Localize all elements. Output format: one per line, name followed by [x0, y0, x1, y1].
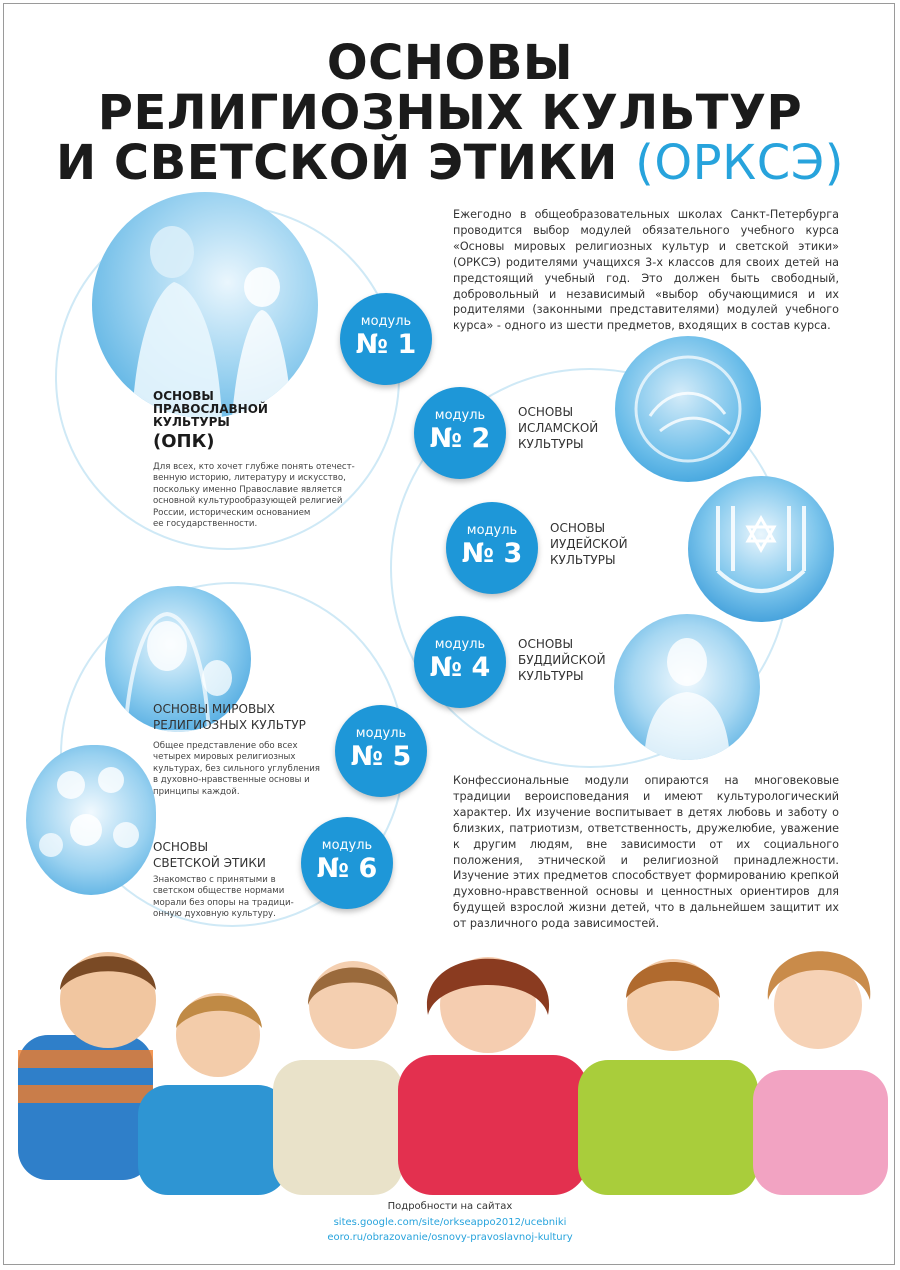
- module-label: модуль: [355, 726, 407, 741]
- child-1: [18, 952, 156, 1180]
- desc-line: поскольку именно Православие является: [153, 484, 342, 495]
- desc-line: светском обществе нормами: [153, 886, 285, 897]
- desc-line: Для всех, кто хочет глубже понять отечест-: [153, 462, 355, 472]
- title-line: ОСНОВЫ: [550, 521, 606, 535]
- desc-line: Общее представление обо всех: [153, 741, 298, 751]
- intro-paragraph: Ежегодно в общеобразовательных школах Санкт-Петербурга проводится выбор модулей обязательного учебного курса «Основы мировых религиозных культур и светской этики» (ОРКСЭ) родителями учащихся 3-х классов для своих детей на предстоящий учебный год. Это должен быть свободный, добровольный и независимый «выбор обучающимися и их родителями (законными представителями) модулей учебного курса» - одного из шести предметов, входящих в состав курса.: [453, 208, 839, 333]
- child-6: [753, 951, 888, 1195]
- module-5-badge: [335, 705, 427, 797]
- poster-title-line-3: [0, 135, 900, 191]
- desc-line: ее государственности.: [153, 519, 258, 530]
- module-number: № 2: [429, 423, 491, 454]
- jesus-with-child-image: [92, 192, 318, 418]
- desc-line: России, историческим основанием: [153, 507, 311, 518]
- module-number: № 3: [461, 538, 523, 569]
- desc-line: морали без опоры на традици-: [153, 897, 294, 908]
- poster-title-line-1: ОСНОВЫ: [326, 35, 574, 91]
- module-6-badge: [301, 817, 393, 909]
- desc-line: Знакомство с принятыми в: [153, 875, 276, 885]
- module-1-title-line: ПРАВОСЛАВНОЙ: [153, 402, 268, 416]
- star-of-david-icon: [688, 476, 834, 622]
- module-3-badge: [446, 502, 538, 594]
- desc-line: основной культурообразующей религией: [153, 496, 343, 507]
- module-5-description: [153, 741, 328, 798]
- desc-line: культурах, без сильного углубления: [153, 763, 320, 774]
- module-1-badge: [340, 293, 432, 385]
- quran-calligraphy-image: [615, 336, 761, 482]
- module-label: модуль: [434, 408, 486, 423]
- footer-heading: Подробности на сайтах: [387, 1201, 513, 1212]
- outro-paragraph: Конфессиональные модули опираются на многовековые традиции вероисповедания и имеют культурологический характер. Их изучение воспитывает в детях любовь и заботу о близких, патриотизм, ответственность, дружелюбие, уважение к другим людям, вне зависимости от их социального положения, этнической и религиозной принадлежности. Изучение этих предметов способствует формированию крепкой духовно-нравственной основы и ценностных ориентиров для будущей взрослой жизни детей, что в дальнейшем защитит их от различного рода зависимостей.: [453, 774, 839, 931]
- module-number: № 4: [429, 652, 491, 683]
- module-4-badge: [414, 616, 506, 708]
- title-line: ОСНОВЫ: [518, 637, 574, 651]
- buddha-statue-image: [614, 614, 760, 760]
- poster-title-abbr: (ОРКСЭ): [635, 135, 844, 191]
- smiling-children-photo: [8, 920, 892, 1205]
- module-6-description: [153, 875, 303, 921]
- title-line: ОСНОВЫ: [518, 405, 574, 419]
- title-line: ИСЛАМСКОЙ: [518, 421, 599, 435]
- menorah-star-of-david-image: [688, 476, 834, 622]
- calligraphy-icon: [615, 336, 761, 482]
- footer-link-google-sites[interactable]: sites.google.com/site/orkseappo2012/ucebniki: [333, 1217, 567, 1228]
- module-label: модуль: [466, 523, 518, 538]
- title-line: КУЛЬТУРЫ: [550, 553, 616, 567]
- title-line: СВЕТСКОЙ ЭТИКИ: [153, 856, 266, 870]
- title-line: КУЛЬТУРЫ: [518, 437, 584, 451]
- jesus-figure-icon: [92, 192, 318, 418]
- desc-line: онную духовную культуру.: [153, 909, 276, 920]
- module-2-badge: [414, 387, 506, 479]
- title-line: КУЛЬТУРЫ: [518, 669, 584, 683]
- child-4: [398, 957, 588, 1195]
- footer-link-eoro[interactable]: eoro.ru/obrazovanie/osnovy-pravoslavnoj-kultury: [327, 1232, 573, 1243]
- module-1-description: [153, 462, 383, 530]
- poster-title-line-2: РЕЛИГИОЗНЫХ КУЛЬТУР: [97, 85, 803, 141]
- module-1-title-line: ОСНОВЫ: [153, 389, 214, 403]
- module-6-title: [153, 839, 266, 871]
- children-group-image: [26, 745, 156, 895]
- module-1-title-line: КУЛЬТУРЫ: [153, 415, 230, 429]
- desc-line: в духовно-нравственные основы и: [153, 775, 310, 786]
- module-2-title: [518, 404, 598, 452]
- module-number: № 1: [355, 329, 417, 360]
- child-3: [273, 961, 403, 1195]
- module-3-title: [550, 520, 628, 568]
- title-line: ОСНОВЫ: [153, 840, 209, 854]
- module-number: № 6: [316, 853, 378, 884]
- title-line: РЕЛИГИОЗНЫХ КУЛЬТУР: [153, 718, 306, 732]
- poster-title-text: И СВЕТСКОЙ ЭТИКИ: [56, 135, 618, 191]
- desc-line: венную историю, литературу и искусство,: [153, 473, 346, 484]
- module-1-title: [153, 390, 268, 429]
- title-line: ОСНОВЫ МИРОВЫХ: [153, 702, 275, 716]
- module-label: модуль: [360, 314, 412, 329]
- child-5: [578, 959, 758, 1195]
- title-line: БУДДИЙСКОЙ: [518, 653, 606, 667]
- module-label: модуль: [321, 838, 373, 853]
- module-label: модуль: [434, 637, 486, 652]
- children-faces-icon: [26, 745, 156, 895]
- module-5-title: [153, 701, 306, 733]
- desc-line: четырех мировых религиозных: [153, 752, 296, 763]
- desc-line: принципы каждой.: [153, 786, 240, 797]
- module-number: № 5: [350, 741, 412, 772]
- module-4-title: [518, 636, 606, 684]
- buddha-icon: [614, 614, 760, 760]
- child-2: [138, 993, 288, 1195]
- title-line: ИУДЕЙСКОЙ: [550, 537, 628, 551]
- module-1-abbr: (ОПК): [153, 431, 215, 452]
